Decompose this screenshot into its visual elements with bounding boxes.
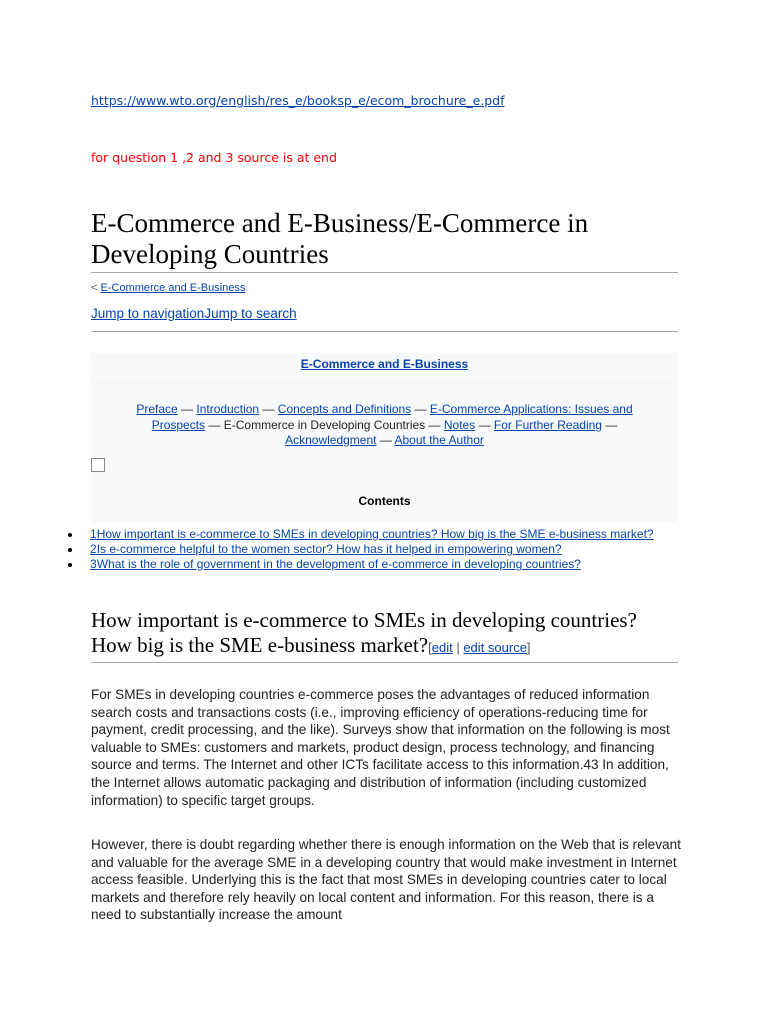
nav-current-page: E-Commerce in Developing Countries xyxy=(223,417,426,432)
toc-number: 3 xyxy=(90,557,97,571)
edit-bracket-open: [ xyxy=(428,640,432,655)
toc-link-3[interactable] xyxy=(90,557,581,571)
bullet-icon xyxy=(68,563,72,567)
nav-link-applications[interactable]: E-Commerce Applications: Issues and Prospects xyxy=(151,402,633,432)
edit-section xyxy=(428,640,530,655)
nav-separator: — xyxy=(181,402,194,416)
navbox-heading xyxy=(91,353,678,378)
toc-link-1[interactable] xyxy=(90,527,654,541)
bullet-icon xyxy=(68,533,72,537)
toc-title: Contents xyxy=(358,494,411,508)
nav-link-introduction[interactable]: Introduction xyxy=(196,402,260,416)
navbox-heading-link[interactable]: E-Commerce and E-Business xyxy=(300,357,469,371)
nav-separator: — xyxy=(605,417,618,432)
nav-link-preface[interactable]: Preface xyxy=(136,402,178,416)
toc-number: 2 xyxy=(90,542,97,556)
nav-separator: — xyxy=(262,402,275,416)
toc-item xyxy=(68,527,668,542)
jump-to-search-link[interactable]: Jump to search xyxy=(204,306,297,321)
toc-list xyxy=(68,527,668,572)
bullet-icon xyxy=(68,548,72,552)
section-heading-text: How important is e-commerce to SMEs in developing countries? How big is the SME e-business market? xyxy=(91,608,637,657)
edit-source-link[interactable]: edit source xyxy=(463,640,527,655)
jump-to-navigation-link[interactable]: Jump to navigation xyxy=(91,306,205,321)
nav-separator: — xyxy=(478,417,491,432)
nav-separator: — xyxy=(208,417,221,432)
toc-link-2[interactable] xyxy=(90,542,562,556)
breadcrumb-prefix: < xyxy=(91,282,98,294)
toc-toggle-checkbox[interactable] xyxy=(91,458,105,472)
navbox-links xyxy=(91,378,678,457)
source-url-link[interactable]: https://www.wto.org/english/res_e/booksp_e/ecom_brochure_e.pdf xyxy=(91,93,505,108)
breadcrumb-parent-link[interactable]: E-Commerce and E-Business xyxy=(100,282,246,294)
nav-link-concepts[interactable]: Concepts and Definitions xyxy=(277,402,412,416)
nav-separator: — xyxy=(428,417,441,432)
edit-bracket-close: ] xyxy=(526,640,531,655)
toc-text: What is the role of government in the development of e-commerce in developing countries? xyxy=(96,557,581,571)
nav-separator: — xyxy=(379,433,392,447)
paragraph: For SMEs in developing countries e-commerce poses the advantages of reduced information search costs and transactions costs (i.e., improving efficiency of operations-reducing time for payment, credit processing, and the like). Surveys show that information on the following is most valuable to SMEs: customers and markets, product design, process technology, and financing source and terms. The Internet and other ICTs facilitate access to this information.43 In addition, the Internet allows automatic packaging and distribution of information (including customized information) to specific target groups. xyxy=(91,687,670,808)
nav-separator: — xyxy=(414,402,427,416)
edit-separator: | xyxy=(452,640,464,655)
toc-item xyxy=(68,542,668,557)
edit-link[interactable]: edit xyxy=(431,640,453,655)
book-navbox xyxy=(91,353,678,457)
section-heading xyxy=(91,608,678,663)
toc-box xyxy=(91,455,678,523)
toc-item xyxy=(68,557,668,572)
source-note: for question 1 ,2 and 3 source is at end xyxy=(91,150,337,165)
breadcrumb xyxy=(91,282,245,294)
jump-links xyxy=(91,306,678,332)
nav-link-further-reading[interactable]: For Further Reading xyxy=(493,417,602,432)
nav-link-about-author[interactable]: About the Author xyxy=(394,433,484,447)
toc-text: How important is e-commerce to SMEs in developing countries? How big is the SME e-business market? xyxy=(96,527,654,541)
paragraph: However, there is doubt regarding whether there is enough information on the Web that is relevant and valuable for the average SME in a developing country that would make investment in Internet access feasible. Underlying this is the fact that most SMEs in developing countries cater to local markets and therefore rely heavily on local content and information. For this reason, there is a need to substantially increase the amount xyxy=(91,837,681,923)
nav-link-notes[interactable]: Notes xyxy=(443,417,476,432)
page-title: E-Commerce and E-Business/E-Commerce in Developing Countries xyxy=(91,208,678,273)
nav-link-acknowledgment[interactable]: Acknowledgment xyxy=(285,433,377,447)
toc-text: Is e-commerce helpful to the women sector? How has it helped in empowering women? xyxy=(96,542,562,556)
toc-number: 1 xyxy=(90,527,97,541)
